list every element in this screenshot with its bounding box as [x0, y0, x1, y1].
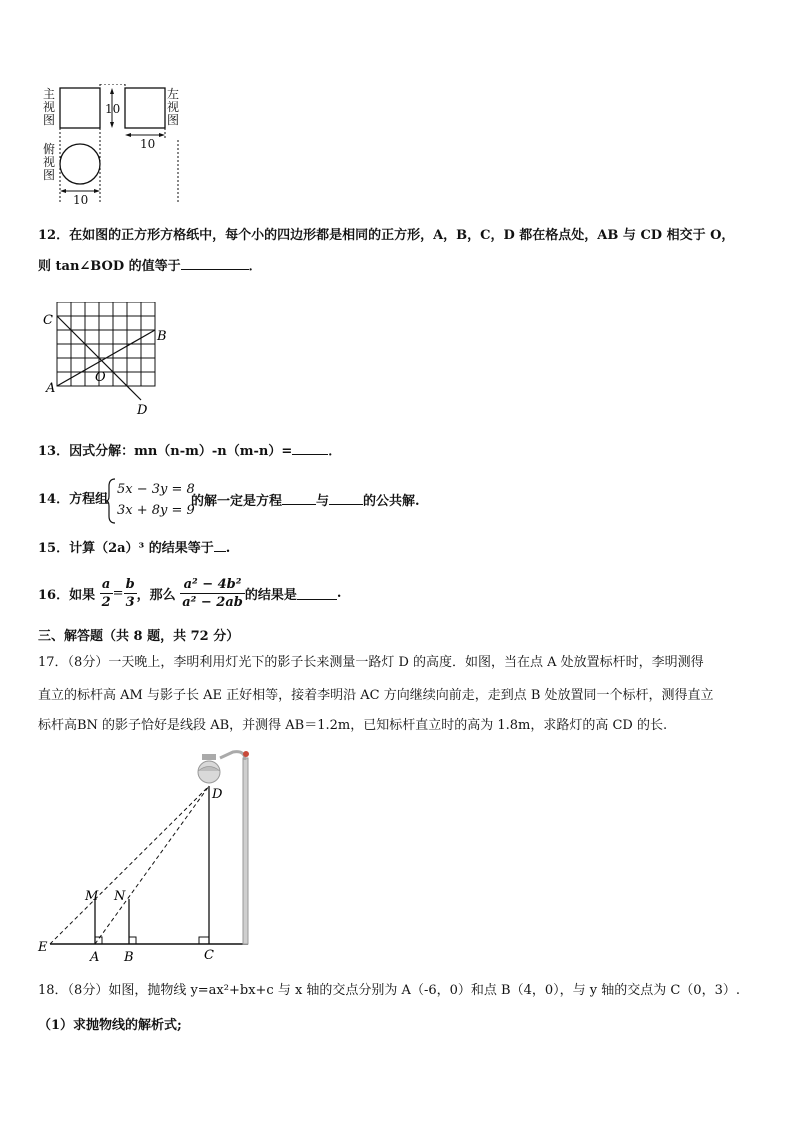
q16-answer-blank[interactable]: [297, 587, 337, 600]
q15-suffix: .: [225, 541, 231, 556]
point-d-label: D: [137, 403, 148, 418]
grid-figure: [40, 302, 180, 422]
fraction-b-over-3: [124, 576, 137, 611]
lamp-top-icon: [243, 751, 249, 757]
q16-result: 的结果是: [244, 588, 297, 603]
q13-text: 13．因式分解：mn（n-m）-n（m-n）=: [38, 444, 293, 459]
lamp-pole: [243, 758, 248, 944]
left-view-label: 左视图: [166, 87, 179, 127]
q14-rest: [191, 492, 420, 512]
streetlight-figure: [30, 744, 270, 969]
q14-and: 与: [316, 494, 330, 509]
point-c-label: C: [43, 313, 53, 328]
q12-line2-suffix: ．: [248, 259, 262, 274]
q16-suffix: .: [336, 586, 342, 601]
system-brace: [105, 478, 117, 524]
front-view-label: 主视图: [42, 87, 55, 127]
q17-line3: 标杆高BN 的影子恰好是线段 AB，并测得 AB＝1.2m，已知标杆直立时的高为 1.8m，求路灯的高 CD 的长.: [38, 718, 668, 733]
q12-answer-blank[interactable]: [181, 257, 249, 270]
left-width-dimension: 10: [140, 137, 156, 151]
q14-suffix: 的公共解.: [363, 494, 420, 509]
point-c-label: C: [204, 948, 214, 963]
q14-blank-2[interactable]: [329, 492, 363, 505]
right-angle-c: [199, 937, 209, 944]
point-m-label: M: [85, 889, 99, 904]
q15-answer-blank[interactable]: [214, 539, 226, 552]
q12-line2: [38, 257, 262, 277]
lamp-arm: [220, 752, 245, 760]
q13-answer-blank[interactable]: [292, 442, 328, 455]
q14-prefix: 14．方程组: [38, 492, 109, 507]
equation-1: 5x − 3y = 8: [117, 482, 195, 497]
point-b-label: B: [124, 950, 134, 965]
ray-a-to-d: [95, 786, 209, 944]
frac3-numerator: a² − 4b²: [180, 576, 245, 594]
point-a-label: A: [90, 950, 100, 965]
point-b-label: B: [157, 329, 167, 344]
square-grid: [57, 302, 155, 386]
q14-middle: 的解一定是方程: [191, 494, 283, 509]
q12-line1: 12．在如图的正方形方格纸中，每个小的四边形都是相同的正方形，A，B，C，D 都在格点处，AB 与 CD 相交于 O，: [38, 228, 735, 243]
section-heading: 三、解答题（共 8 题，共 72 分）: [38, 629, 240, 644]
point-d-label: D: [212, 787, 223, 802]
point-a-label: A: [46, 381, 56, 396]
frac3-denominator: a² − 2ab: [182, 595, 243, 610]
q12-line2-text: 则 tan∠BOD 的值等于: [38, 259, 181, 274]
point-n-label: N: [114, 889, 126, 904]
point-o-label: O: [95, 370, 106, 385]
q18-sub1: （1）求抛物线的解析式;: [38, 1018, 182, 1033]
q16-middle: ，那么: [136, 588, 176, 603]
q18-line1: 18．（8分）如图，抛物线 y=ax²+bx+c 与 x 轴的交点分别为 A（-6，0）和点 B（4，0），与 y 轴的交点为 C（0，3）.: [38, 983, 740, 998]
lamp-mount: [202, 754, 216, 760]
q15-text: 15．计算（2a）³ 的结果等于: [38, 541, 214, 556]
q17-line1: 17．（8分）一天晚上，李明利用灯光下的影子长来测量一路灯 D 的高度．如图，当在点 A 处放置标杆时，李明测得: [38, 655, 704, 670]
lamp-globe-icon: [198, 761, 220, 783]
top-view-circle: [60, 144, 100, 184]
frac1-numerator: a: [100, 576, 113, 594]
point-e-label: E: [38, 940, 48, 955]
equals-sign: =: [112, 586, 124, 601]
fraction-expression: [180, 576, 245, 611]
equation-2: 3x + 8y = 9: [117, 503, 195, 518]
frac1-denominator: 2: [101, 595, 111, 610]
q13-suffix: ．: [328, 444, 342, 459]
q13: [38, 442, 341, 462]
q16: [38, 576, 341, 611]
top-width-dimension: 10: [73, 193, 89, 207]
frac2-numerator: b: [125, 577, 135, 592]
q15: [38, 539, 230, 559]
equation-system: [117, 479, 195, 521]
q16-prefix: 16．如果: [38, 588, 96, 603]
frac2-denominator: 3: [125, 595, 135, 610]
right-angle-b: [129, 937, 136, 944]
left-view-square: [125, 88, 165, 128]
q14-blank-1[interactable]: [282, 492, 316, 505]
front-view-square: [60, 88, 100, 128]
fraction-a-over-2: [100, 576, 113, 611]
q17-line2: 直立的标杆高 AM 与影子长 AE 正好相等，接着李明沿 AC 方向继续向前走，走到点 B 处放置同一个标杆，测得直立: [38, 688, 714, 703]
height-dimension: 10: [105, 102, 121, 116]
top-view-label: 俯视图: [42, 142, 55, 182]
